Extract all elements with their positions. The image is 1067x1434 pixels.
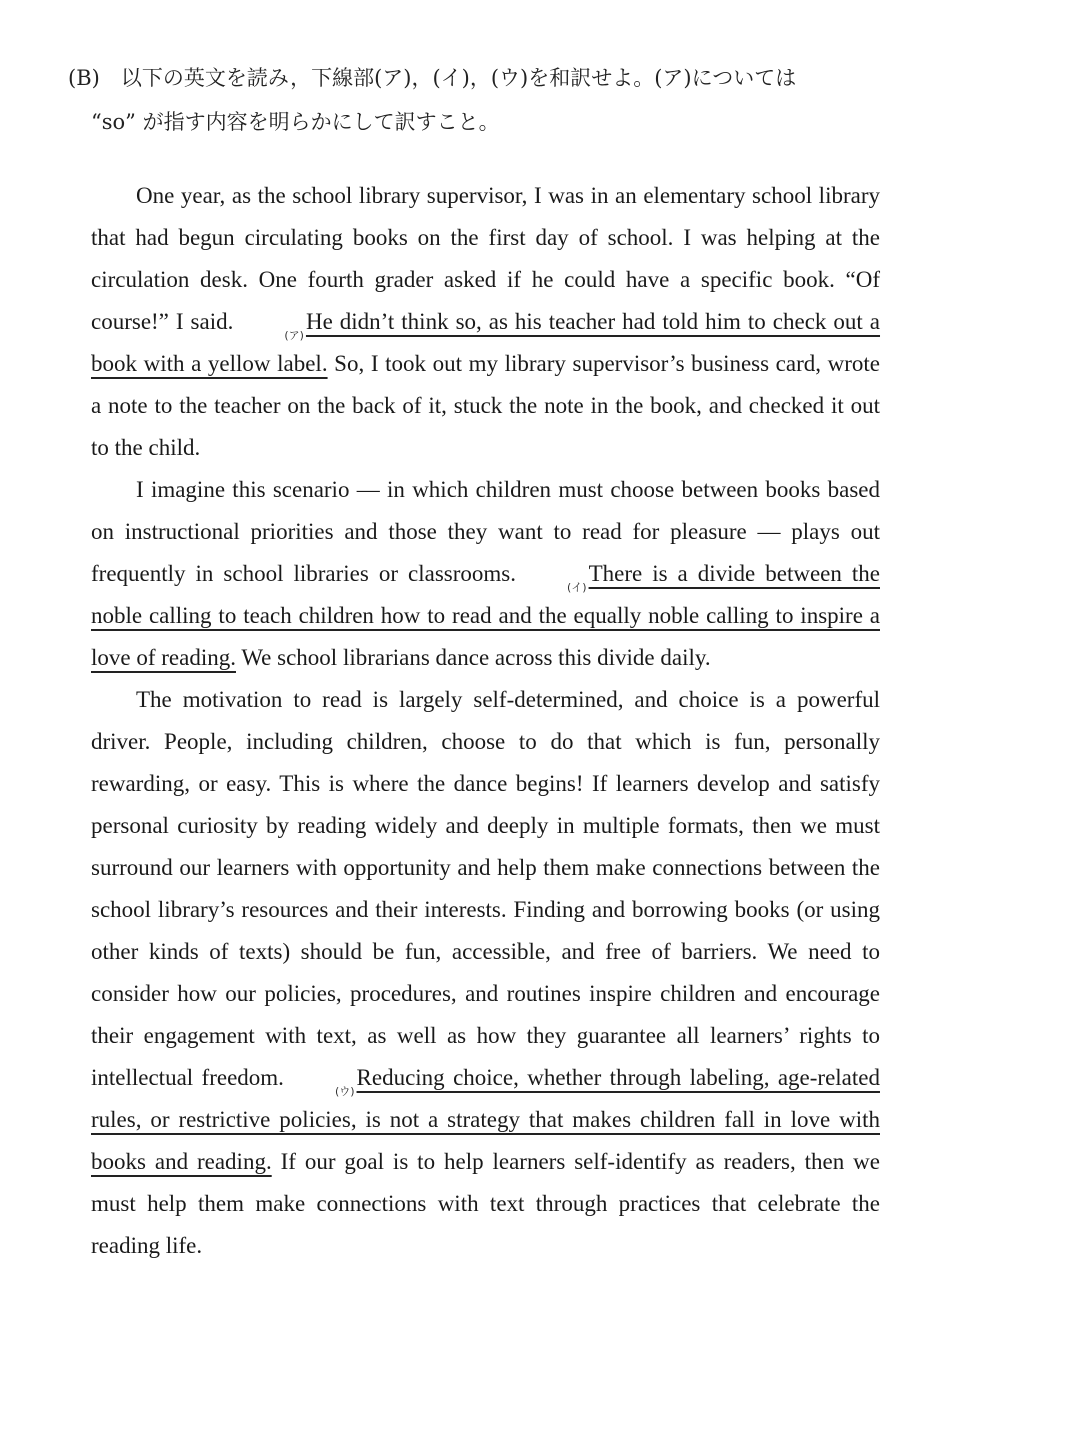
underline-marker-a: (ア) bbox=[284, 329, 304, 342]
english-passage bbox=[91, 175, 880, 1267]
instructions-line-1: (B) 以下の英文を読み，下線部(ア)，(イ)，(ウ)を和訳せよ。(ア)については bbox=[68, 66, 797, 90]
paragraph-2-text-after: We school librarians dance across this divide daily. bbox=[235, 645, 711, 670]
instructions-line-2: “so” が指す内容を明らかにして訳すこと。 bbox=[91, 110, 500, 134]
paragraph-3-text-after: If our goal is to help learners self-identify as readers, then we must help them make connections with text through practices that celebrate the reading life. bbox=[91, 1149, 880, 1258]
question-instructions bbox=[68, 56, 898, 144]
underlined-passage-u: Reducing choice, whether through labeling, age-related rules, or restrictive policies, is not a strategy that makes children fall in love with books and reading. bbox=[91, 1065, 880, 1174]
underline-marker-u: (ウ) bbox=[334, 1085, 355, 1098]
paragraph-2-text-before: I imagine this scenario — in which children must choose between books based on instructional priorities and those they want to read for pleasure — plays out frequently in school libraries or classrooms. bbox=[91, 477, 880, 586]
underlined-passage-i: There is a divide between the noble calling to teach children how to read and the equally noble calling to inspire a love of reading. bbox=[91, 561, 880, 670]
paragraph-2 bbox=[91, 469, 880, 679]
paragraph-1 bbox=[91, 175, 880, 469]
paragraph-1-text-after: So, I took out my library supervisor’s business card, wrote a note to the teacher on the back of it, stuck the note in the book, and checked it out to the child. bbox=[91, 351, 880, 460]
underlined-passage-a: He didn’t think so, as his teacher had told him to check out a book with a yellow label. bbox=[91, 309, 881, 376]
paragraph-3 bbox=[91, 679, 880, 1267]
paragraph-3-text-before: The motivation to read is largely self-determined, and choice is a powerful driver. People, including children, choose to do that which is fun, personally rewarding, or easy. This is where the dance begins! If learners develop and satisfy personal curiosity by reading widely and deeply in multiple formats, then we must surround our learners with opportunity and help them make connections between the school library’s resources and their interests. Finding and borrowing books (or using other kinds of texts) should be fun, accessible, and free of barriers. We need to consider how our policies, procedures, and routines inspire children and encourage their engagement with text, as well as how they guarantee all learners’ rights to intellectual freedom. bbox=[91, 687, 880, 1090]
underline-marker-i: (イ) bbox=[566, 581, 587, 594]
paragraph-1-text-before: One year, as the school library supervisor, I was in an elementary school library that had begun circulating books on the first day of school. I was helping at the circulation desk. One fourth grader asked if he could have a specific book. “Of course!” I said. bbox=[91, 183, 880, 334]
